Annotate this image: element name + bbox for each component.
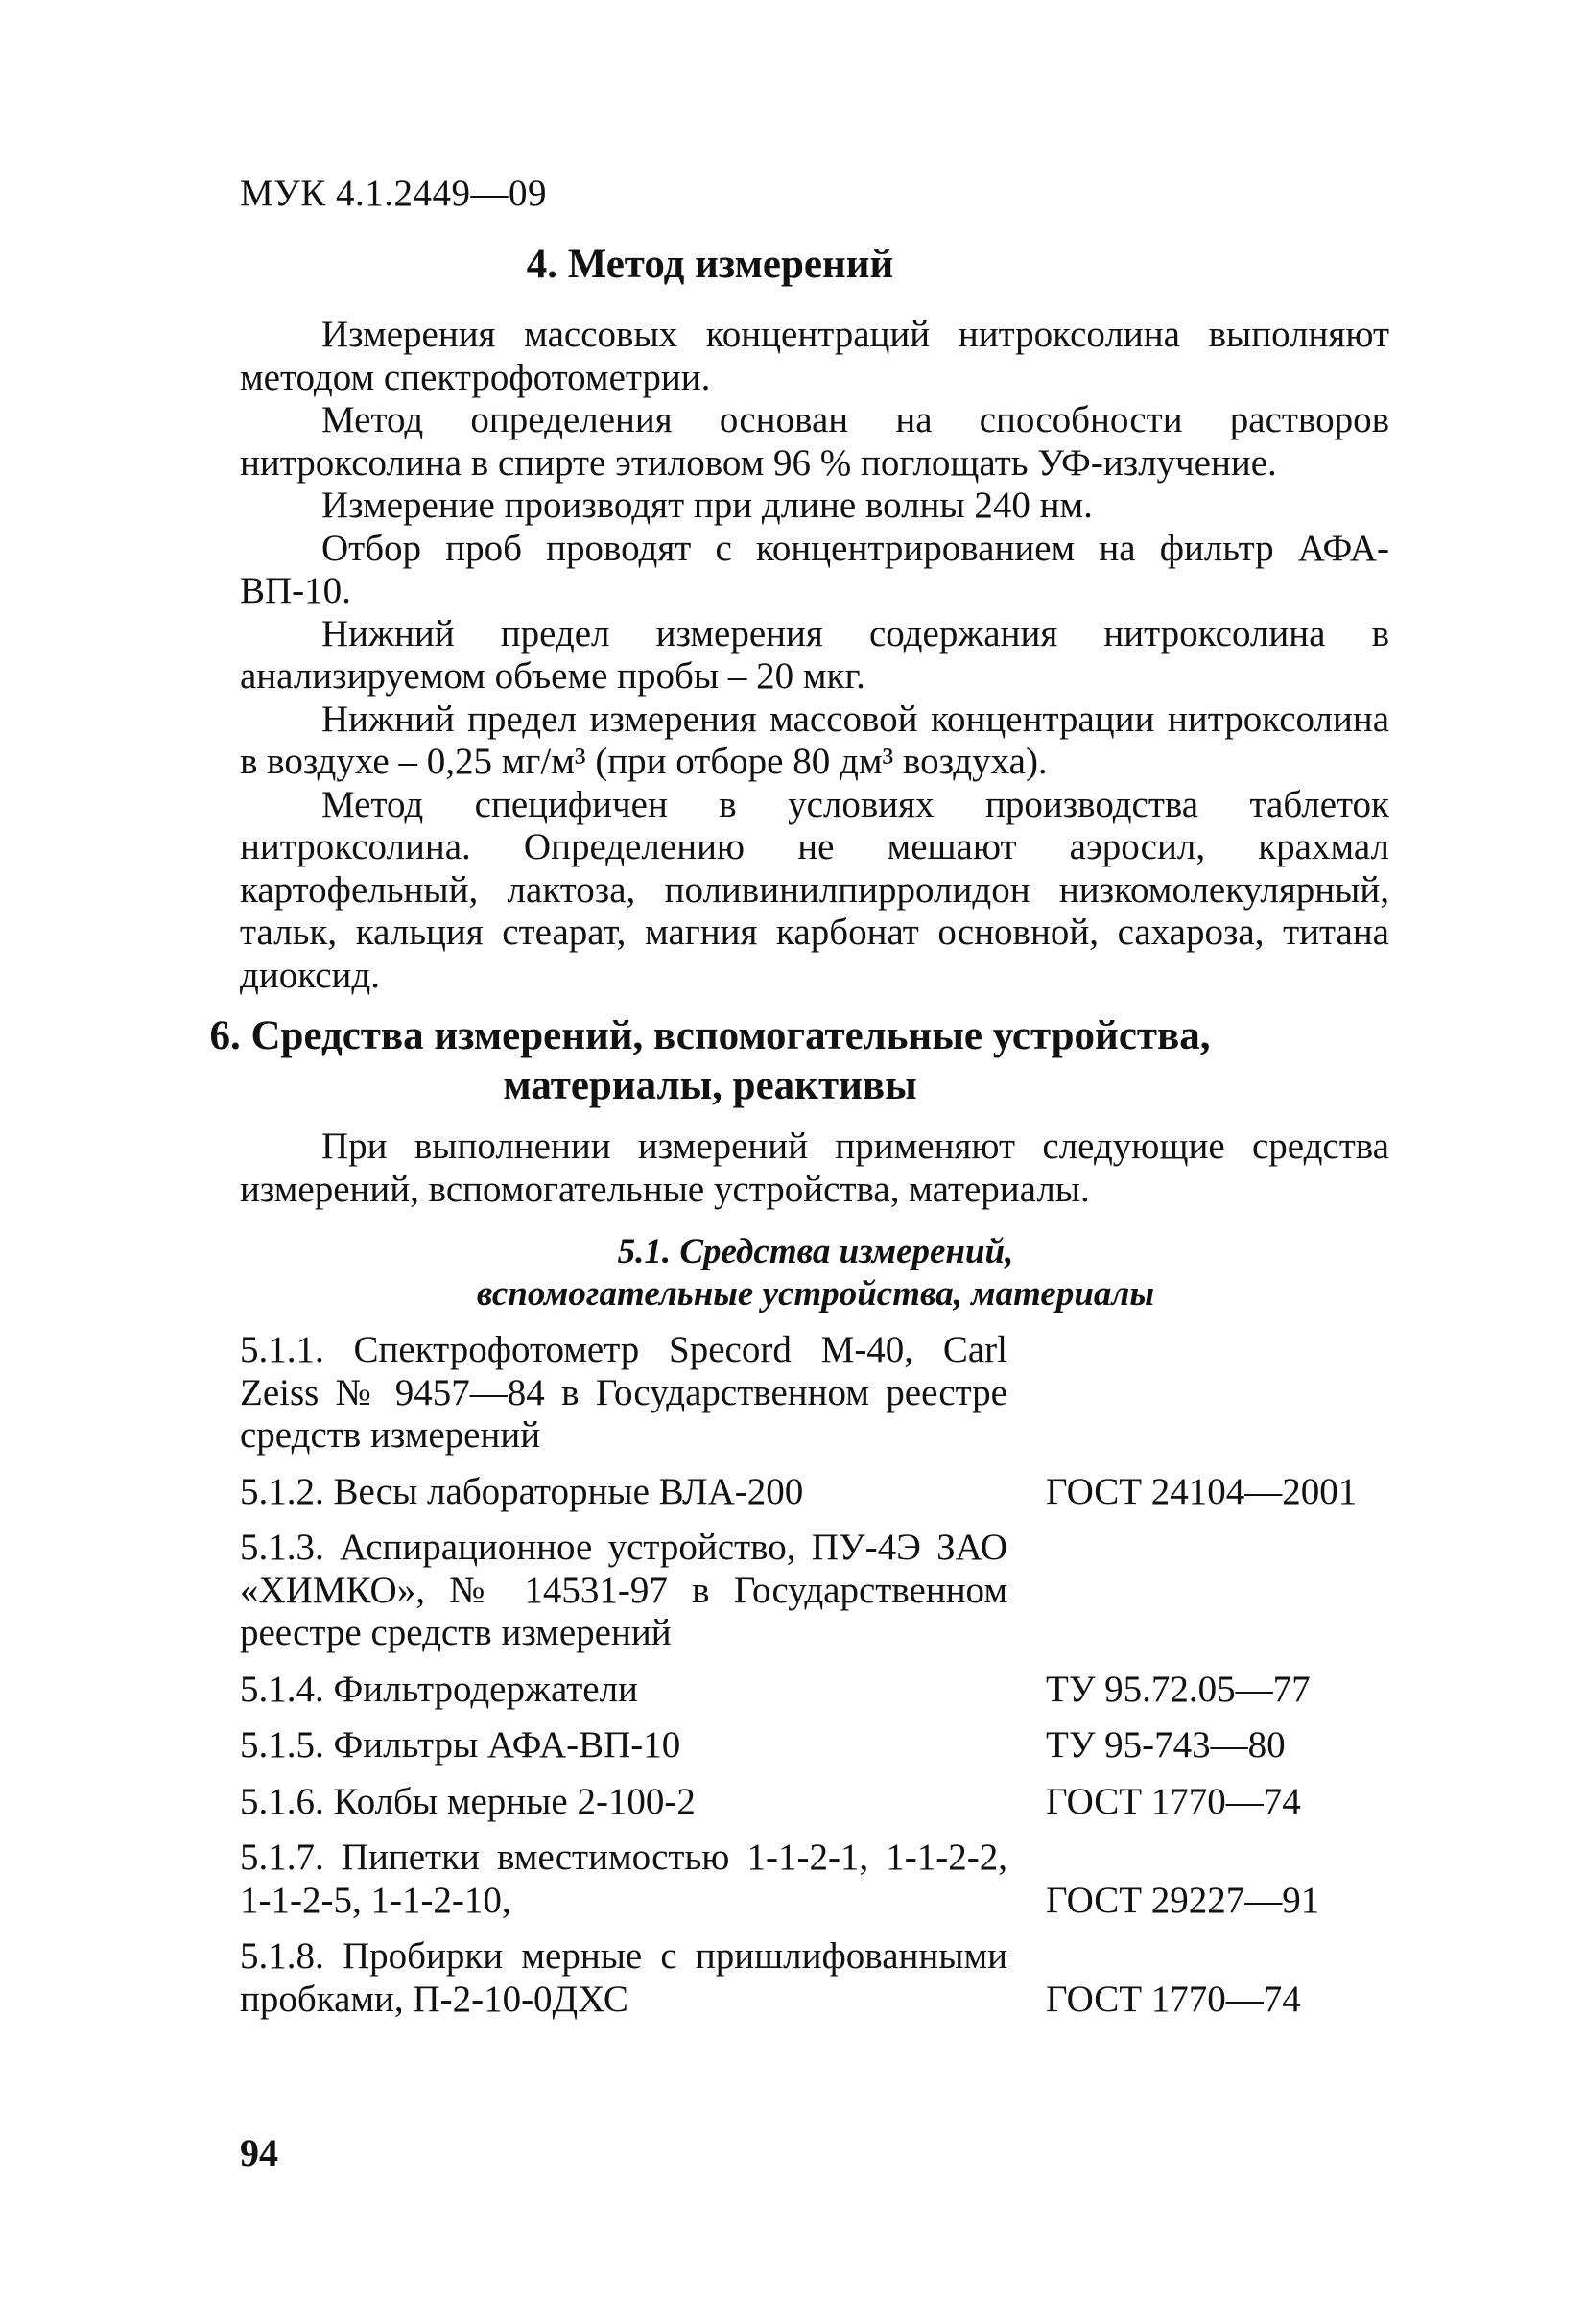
- item-description: 5.1.2. Весы лабораторные ВЛА-200: [240, 1470, 804, 1512]
- item-standard: ТУ 95-743—80: [1046, 1724, 1286, 1766]
- item-description: 5.1.4. Фильтродержатели: [240, 1668, 638, 1710]
- paragraph: Отбор проб проводят с концентрированием на фильтр АФА-ВП-10.: [240, 527, 1389, 611]
- section-6-title-line2: материалы, реактивы: [503, 1063, 917, 1108]
- list-item: [240, 1837, 1391, 1922]
- list-item: [240, 1724, 1391, 1767]
- item-description: 5.1.1. Спектрофотометр Specord M-40, Carl Zeiss № 9457—84 в Государственном реестре средств измерений: [240, 1329, 1007, 1456]
- paragraph: Нижний предел измерения содержания нитроксолина в анализируемом объеме пробы – 20 мкг.: [240, 612, 1389, 697]
- item-description: 5.1.7. Пипетки вместимостью 1-1-2-1, 1-1-2-2, 1-1-2-5, 1-1-2-10,: [240, 1837, 1007, 1921]
- paragraph: Нижний предел измерения массовой концентрации нитроксолина в воздухе – 0,25 мг/м³ (при отборе 80 дм³ воздуха).: [240, 698, 1389, 782]
- item-standard: ГОСТ 29227—91: [1046, 1879, 1320, 1921]
- document-page: [209, 0, 1391, 2324]
- list-item: [240, 1329, 1391, 1458]
- equipment-list: [240, 1329, 1391, 2021]
- item-description: 5.1.3. Аспирационное устройство, ПУ-4Э ЗАО «ХИМКО», № 14531-97 в Государственном реестре средств измерений: [240, 1527, 1007, 1653]
- item-description: 5.1.6. Колбы мерные 2-100-2: [240, 1780, 696, 1822]
- item-standard: ГОСТ 24104—2001: [1046, 1470, 1358, 1512]
- item-description: 5.1.8. Пробирки мерные с пришлифованными пробками, П-2-10-0ДХС: [240, 1935, 1007, 2020]
- subsection-title-line2: вспомогательные устройства, материалы: [476, 1274, 1155, 1314]
- list-item: [240, 1935, 1391, 2021]
- paragraph: Метод определения основан на способности растворов нитроксолина в спирте этиловом 96 % поглощать УФ-излучение.: [240, 399, 1389, 484]
- subsection-title-line1: 5.1. Средства измерений,: [617, 1232, 1014, 1271]
- list-item: [240, 1471, 1391, 1514]
- item-standard: ГОСТ 1770—74: [1046, 1978, 1301, 2020]
- page-number: 94: [240, 2131, 278, 2174]
- section-6-title-line1: 6. Средства измерений, вспомогательные устройства,: [209, 1013, 1211, 1058]
- section-4-title: 4. Метод измерений: [526, 242, 894, 287]
- section-6-intro: [240, 1126, 1389, 1211]
- section-6-title: [134, 1011, 1286, 1111]
- item-standard: ГОСТ 1770—74: [1046, 1780, 1301, 1822]
- document-code: МУК 4.1.2449—09: [240, 173, 548, 214]
- paragraph: При выполнении измерений применяют следующие средства измерений, вспомогательные устройства, материалы.: [240, 1126, 1389, 1210]
- list-item: [240, 1527, 1391, 1655]
- paragraph: Измерение производят при длине волны 240 нм.: [321, 485, 1093, 526]
- section-4-body: [240, 314, 1389, 997]
- list-item: [240, 1669, 1391, 1712]
- list-item: [240, 1781, 1391, 1824]
- paragraph: Измерения массовых концентраций нитроксолина выполняют методом спектрофотометрии.: [240, 314, 1389, 398]
- item-standard: ТУ 95.72.05—77: [1046, 1668, 1311, 1710]
- paragraph: Метод специфичен в условиях производства таблеток нитроксолина. Определению не мешают аэросил, крахмал картофельный, лактоза, поливинилпирролидон низкомолекулярный, тальк, кальция стеарат, магния карбонат основной, сахароза, титана диоксид.: [240, 783, 1389, 996]
- subsection-5-1-title: [240, 1231, 1391, 1316]
- item-description: 5.1.5. Фильтры АФА-ВП-10: [240, 1724, 681, 1766]
